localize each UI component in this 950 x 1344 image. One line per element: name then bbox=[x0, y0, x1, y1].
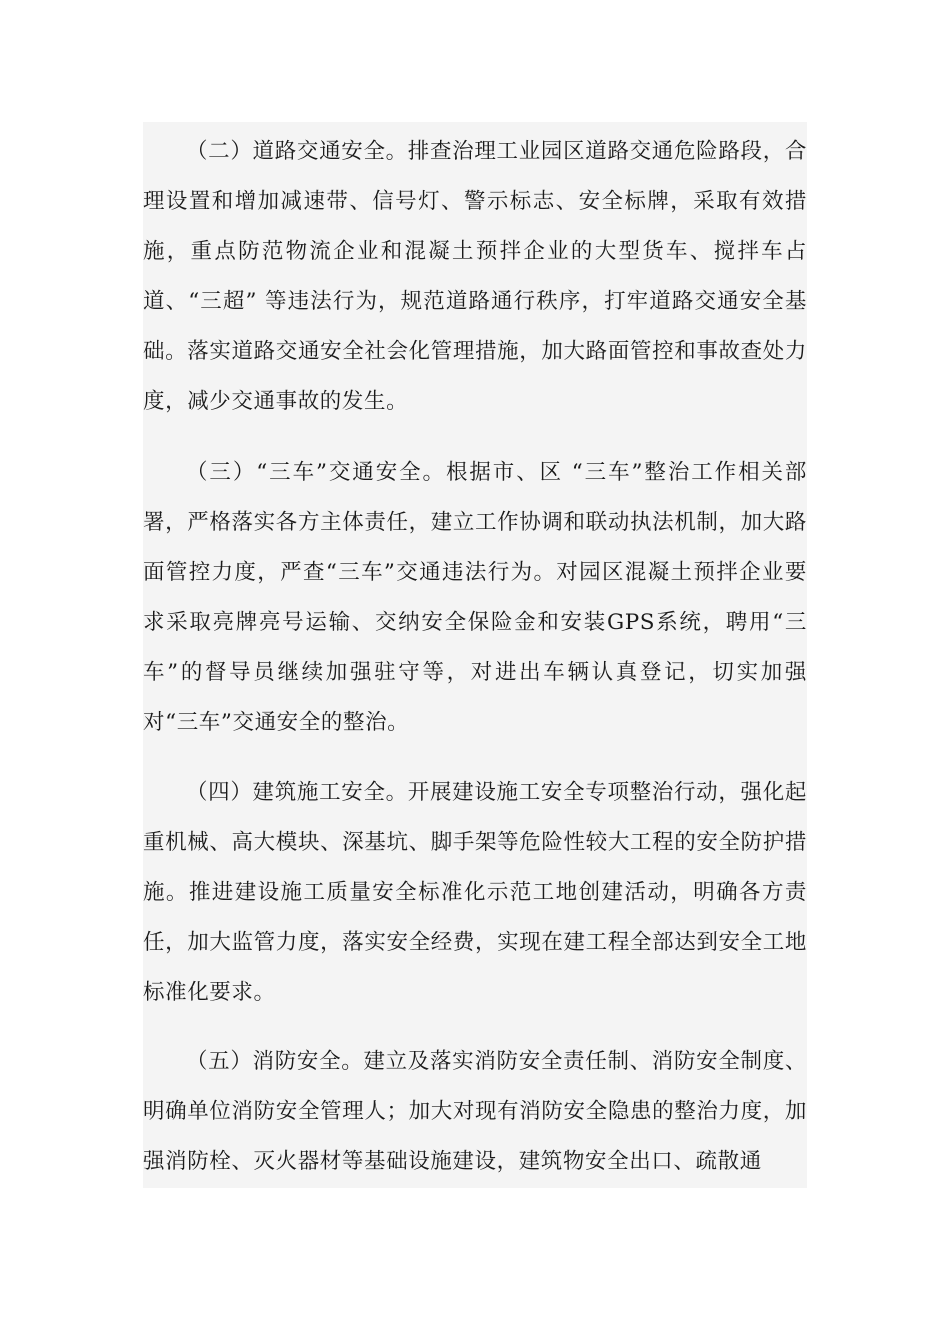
paragraph-construction-safety: （四）建筑施工安全。开展建设施工安全专项整治行动，强化起重机械、高大模块、深基坑、脚手架等危险性较大工程的安全防护措施。推进建设施工质量安全标准化示范工地创建活动，明确各方责任，加大监管力度，落实安全经费，实现在建工程全部达到安全工地标准化要求。 bbox=[143, 780, 807, 1005]
document-body bbox=[143, 122, 807, 1188]
paragraph-road-traffic-safety: （二）道路交通安全。排查治理工业园区道路交通危险路段，合理设置和增加减速带、信号灯、警示标志、安全标牌，采取有效措施，重点防范物流企业和混凝土预拌企业的大型货车、搅拌车占道、“三超” 等违法行为，规范道路通行秩序，打牢道路交通安全基础。落实道路交通安全社会化管理措施，加大路面管控和事故查处力度，减少交通事故的发生。 bbox=[143, 139, 807, 414]
paragraph-three-vehicles-safety: （三）“三车”交通安全。根据市、区 “三车”整治工作相关部署，严格落实各方主体责任，建立工作协调和联动执法机制，加大路面管控力度，严查“三车”交通违法行为。对园区混凝土预拌企业要求采取亮牌亮号运输、交纳安全保险金和安装GPS系统，聘用“三车”的督导员继续加强驻守等，对进出车辆认真登记，切实加强对“三车”交通安全的整治。 bbox=[143, 460, 807, 735]
paragraph-fire-safety: （五）消防安全。建立及落实消防安全责任制、消防安全制度、明确单位消防安全管理人；加大对现有消防安全隐患的整治力度，加强消防栓、灭火器材等基础设施建设，建筑物安全出口、疏散通 bbox=[143, 1049, 807, 1174]
